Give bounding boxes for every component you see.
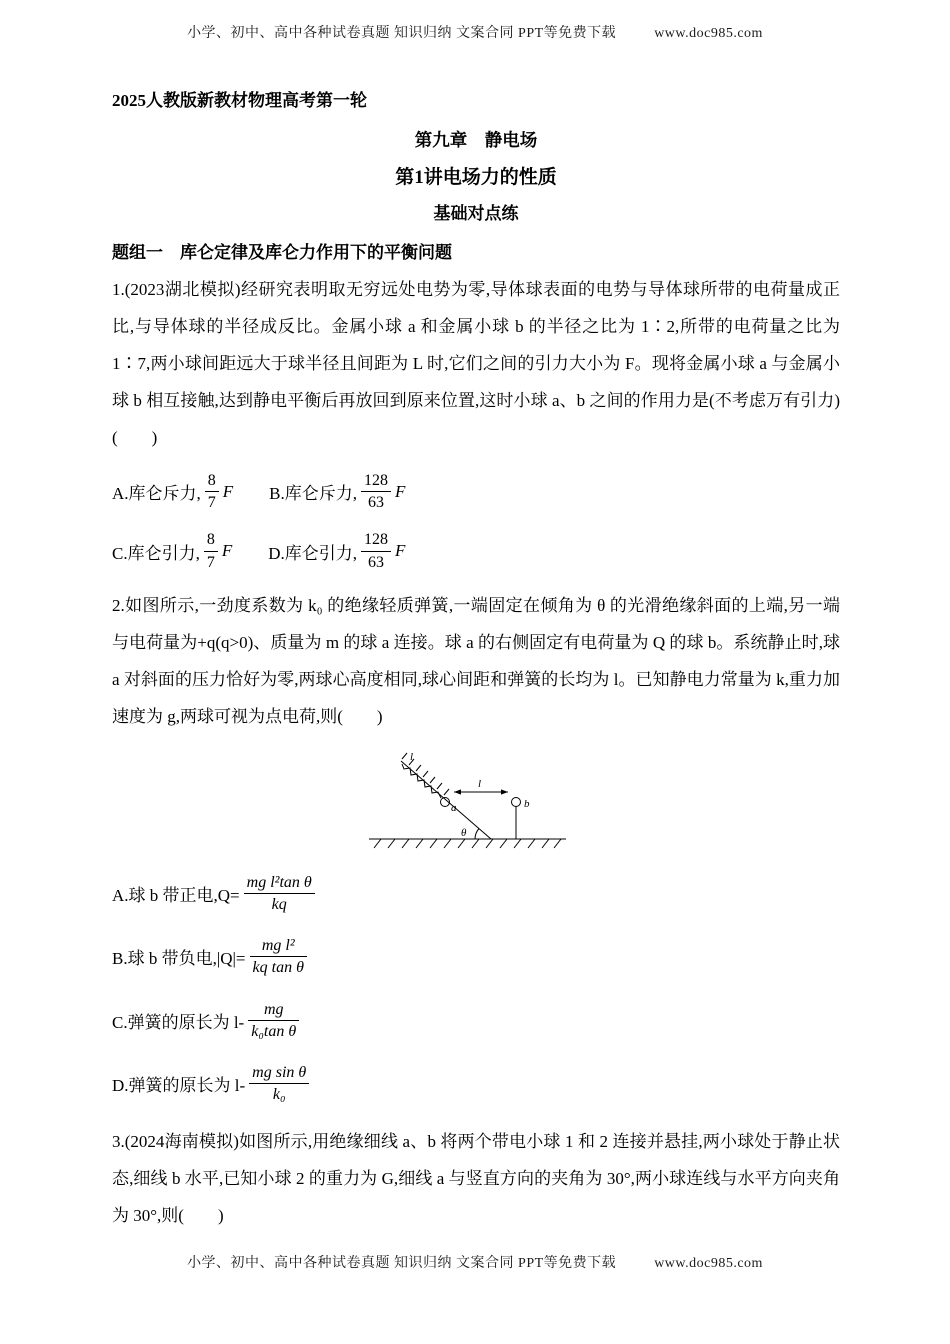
question-1-option-d bbox=[268, 527, 405, 574]
fraction-denominator: kq tan θ bbox=[252, 959, 304, 977]
fraction-denominator: kq bbox=[271, 895, 287, 913]
distance-arrowhead-left bbox=[454, 789, 461, 794]
option-suffix: F bbox=[395, 481, 406, 501]
ball-a-label: a bbox=[451, 801, 457, 814]
fraction bbox=[244, 873, 315, 914]
question-1-options-row-2 bbox=[112, 527, 840, 574]
fraction-denominator: 63 bbox=[368, 553, 385, 571]
question-1-option-a bbox=[112, 468, 233, 515]
fraction-denominator: 7 bbox=[207, 494, 216, 512]
fraction-numerator: 128 bbox=[361, 530, 391, 551]
chapter-title: 第九章 静电场 bbox=[414, 130, 538, 150]
question-1-options-row-1 bbox=[112, 468, 840, 515]
fraction-numerator: mg l² bbox=[250, 936, 307, 957]
lesson-title: 第1讲电场力的性质 bbox=[395, 167, 557, 188]
fraction-denominator: 63 bbox=[368, 494, 385, 512]
question-1-option-b bbox=[269, 468, 405, 515]
header-promo-text: 小学、初中、高中各种试卷真题 知识归纳 文案合同 PPT等免费下载 bbox=[187, 26, 617, 41]
fraction bbox=[250, 936, 307, 977]
spring-zigzag bbox=[402, 764, 441, 798]
angle-label: θ bbox=[461, 826, 467, 839]
option-text: C.库仑引力, bbox=[112, 543, 200, 563]
ball-b-label: b bbox=[524, 797, 530, 810]
option-suffix: F bbox=[221, 541, 233, 561]
fraction bbox=[249, 1063, 309, 1104]
fraction-denominator: k₀ bbox=[272, 1086, 286, 1104]
option-text: A.库仑斥力, bbox=[112, 484, 201, 504]
fraction-numerator: 128 bbox=[361, 471, 391, 492]
fraction bbox=[361, 471, 391, 512]
section-title: 基础对点练 bbox=[433, 204, 519, 223]
incline-spring-diagram bbox=[361, 749, 591, 854]
option-text: C.弹簧的原长为 l- bbox=[112, 1012, 245, 1032]
fraction bbox=[248, 1000, 299, 1041]
header-site-link[interactable]: www.doc985.com bbox=[654, 26, 763, 41]
fraction-denominator: 7 bbox=[206, 553, 215, 571]
question-2-option-c bbox=[112, 997, 840, 1044]
question-group-title: 题组一 库仑定律及库仑力作用下的平衡问题 bbox=[112, 243, 452, 262]
spring-length-label: l bbox=[410, 750, 414, 763]
fraction bbox=[204, 530, 218, 571]
page-footer bbox=[0, 1252, 950, 1272]
distance-arrowhead-right bbox=[501, 789, 508, 794]
course-title: 2025人教版新教材物理高考第一轮 bbox=[112, 91, 367, 110]
option-text: A.球 b 带正电,Q= bbox=[112, 885, 240, 905]
question-1-text: 1.(2023湖北模拟)经研究表明取无穷远处电势为零,导体球表面的电势与导体球所带的电荷量成正比,与导体球的半径成反比。金属小球 a 和金属小球 b 的半径之比为 1∶2,所带的电荷量之比为 1∶7,两小球间距远大于球半径且间距为 L 时,它们之间的引力大小为 F。现将金属小球 a 与金属小球 b 相互接触,达到静电平衡后再放回到原来位置,这时小球 a、b 之间的作用力是(不考虑万有引力)( ) bbox=[112, 280, 840, 447]
fraction-numerator: 8 bbox=[205, 471, 219, 492]
fraction bbox=[205, 471, 219, 512]
ground-hatching bbox=[374, 839, 561, 848]
angle-arc bbox=[475, 828, 479, 839]
fraction-numerator: mg bbox=[248, 1000, 299, 1021]
document-content bbox=[112, 86, 840, 1240]
incline-surface bbox=[401, 761, 491, 839]
fraction-numerator: 8 bbox=[204, 530, 218, 551]
question-2-diagram bbox=[361, 749, 591, 854]
option-text: D.弹簧的原长为 l- bbox=[112, 1076, 246, 1096]
question-1-option-c bbox=[112, 527, 232, 574]
footer-site-link[interactable]: www.doc985.com bbox=[654, 1256, 763, 1271]
option-suffix: F bbox=[395, 541, 406, 561]
fraction-numerator: mg sin θ bbox=[249, 1063, 309, 1084]
option-text: D.库仑引力, bbox=[268, 543, 358, 563]
fraction bbox=[361, 530, 391, 571]
page-header bbox=[0, 22, 950, 42]
footer-promo-text: 小学、初中、高中各种试卷真题 知识归纳 文案合同 PPT等免费下载 bbox=[187, 1256, 617, 1271]
option-suffix: F bbox=[222, 481, 234, 501]
question-2-option-a bbox=[112, 870, 840, 917]
fraction-numerator: mg l²tan θ bbox=[244, 873, 315, 894]
question-2-text: 2.如图所示,一劲度系数为 k₀ 的绝缘轻质弹簧,一端固定在倾角为 θ 的光滑绝缘斜面的上端,另一端与电荷量为+q(q>0)、质量为 m 的球 a 连接。球 a 的右侧固定有电荷量为 Q 的球 b。系统静止时,球 a 对斜面的压力恰好为零,两球心高度相同,球心间距和弹簧的长均为 l。已知静电力常量为 k,重力加速度为 g,两球可视为点电荷,则( ) bbox=[112, 595, 840, 726]
option-text: B.库仑斥力, bbox=[269, 484, 358, 504]
question-2-option-d bbox=[112, 1060, 840, 1107]
question-3-text: 3.(2024海南模拟)如图所示,用绝缘细线 a、b 将两个带电小球 1 和 2 连接并悬挂,两小球处于静止状态,细线 b 水平,已知小球 2 的重力为 G,细线 a 与竖直方向的夹角为 30°,两小球连线与水平方向夹角为 30°,则( ) bbox=[112, 1132, 840, 1226]
option-text: B.球 b 带负电,|Q|= bbox=[112, 949, 246, 969]
distance-label: l bbox=[478, 777, 482, 790]
fraction-denominator: k₀tan θ bbox=[251, 1022, 297, 1040]
ball-b bbox=[512, 797, 521, 806]
question-2-option-b bbox=[112, 933, 840, 980]
